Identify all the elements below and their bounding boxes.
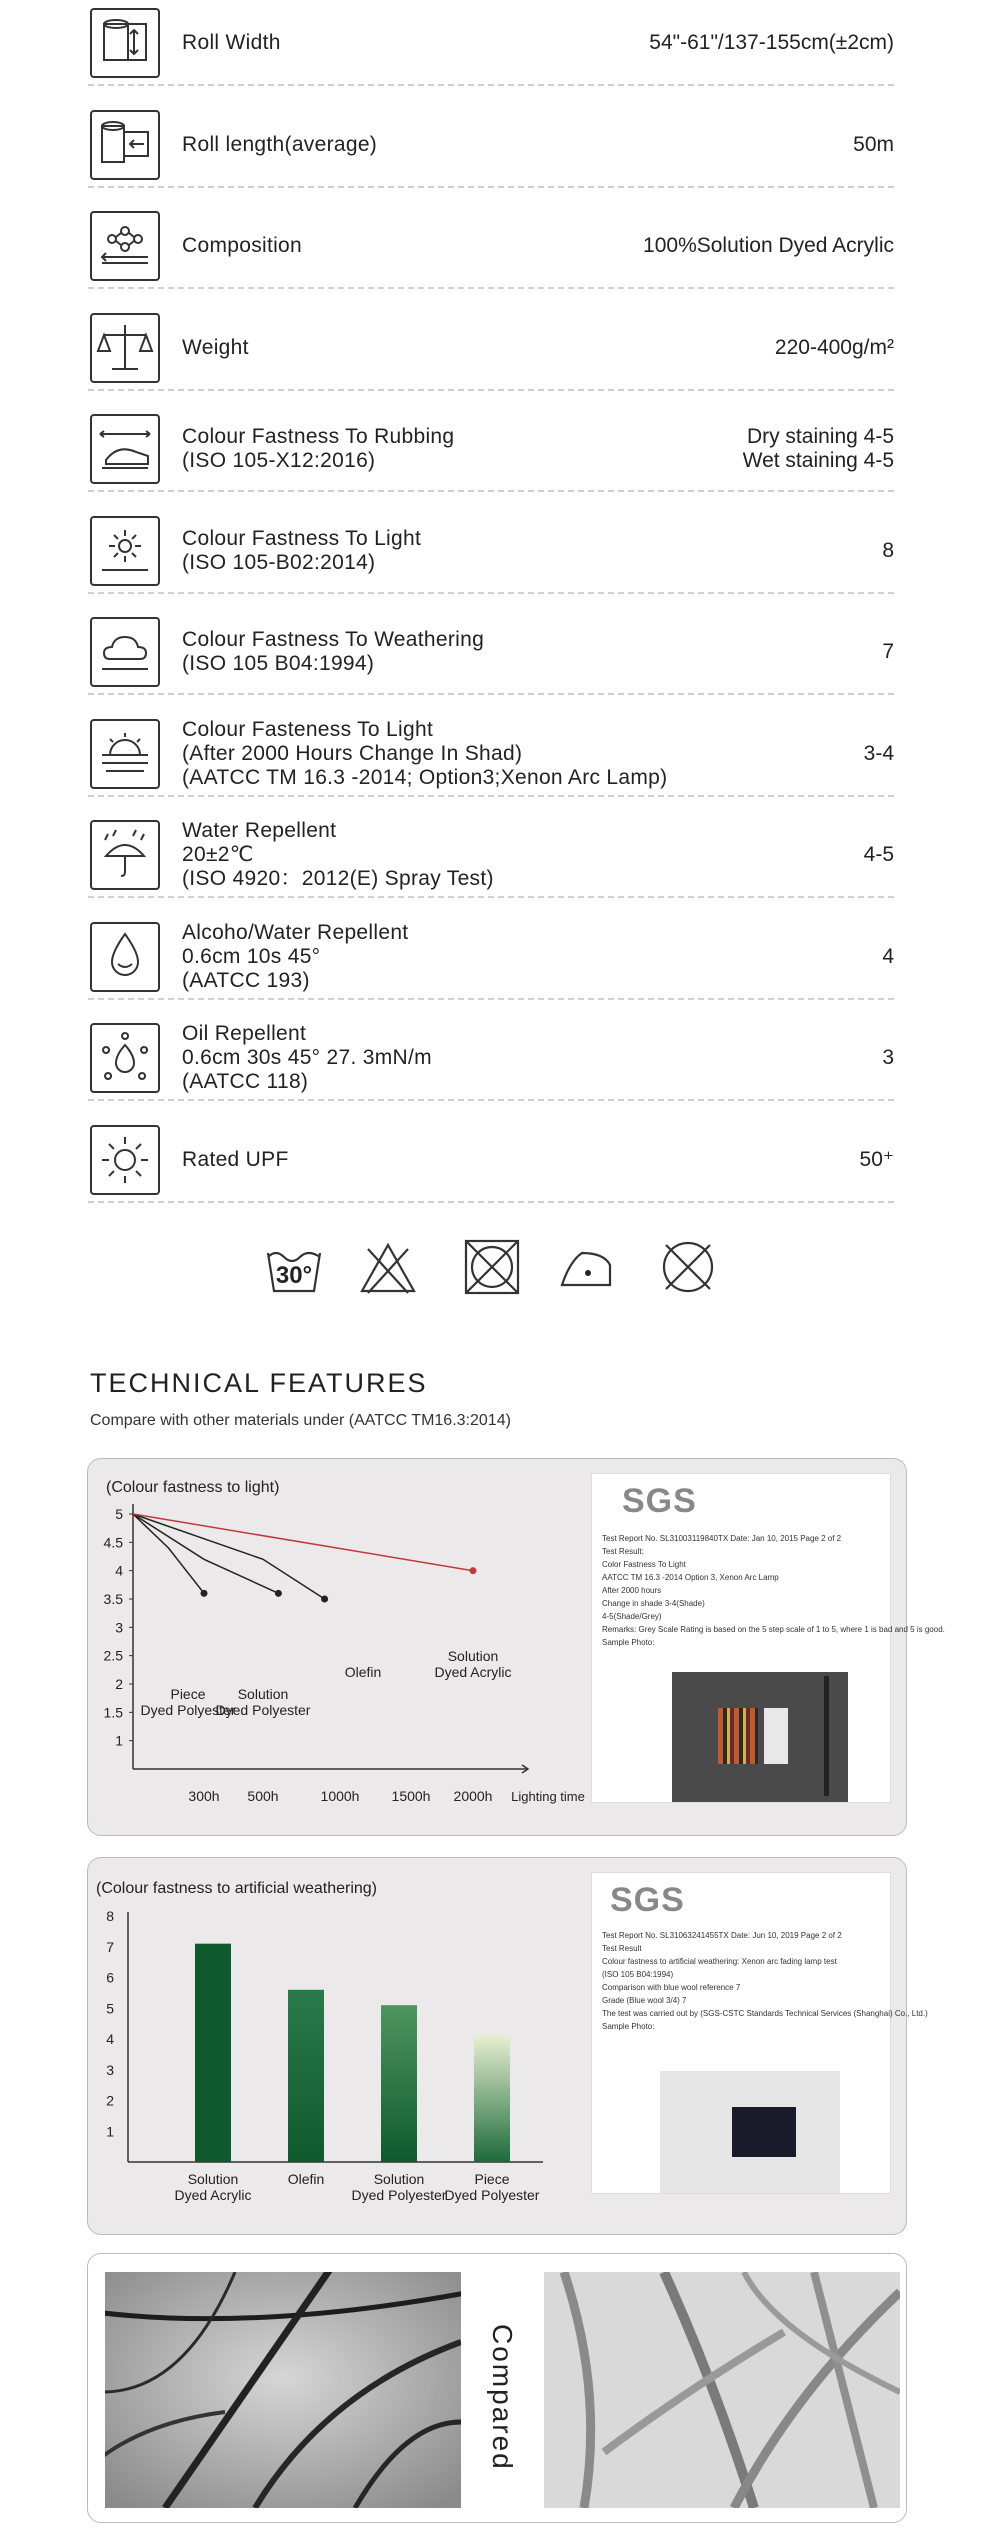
- spec-value: [882, 508, 894, 594]
- y-tick-label: 4: [106, 2031, 114, 2047]
- category-label: Olefin: [287, 2171, 325, 2187]
- fiber-microscope-image-left: [105, 2272, 461, 2508]
- report-line: Test Report No. SL31063241455TX Date: Jun 10, 2019 Page 2 of 2: [602, 1931, 842, 1940]
- spec-value-line: Dry staining 4-5: [746, 425, 894, 448]
- report-line: Comparison with blue wool reference 7: [602, 1983, 741, 1992]
- svg-text:30°: 30°: [275, 1262, 313, 1289]
- series-label: Dyed Acrylic: [434, 1664, 512, 1680]
- series-label: Dyed Polyester: [215, 1702, 311, 1718]
- spec-label-line: Colour Fastness To Light: [182, 526, 422, 550]
- spec-label-line: Alcoho/Water Repellent: [182, 920, 409, 944]
- y-tick-label: 2: [106, 2092, 114, 2109]
- spec-label-line: Colour Fastness To Weathering: [182, 628, 485, 651]
- report-line: AATCC TM 16.3 -2014 Option 3, Xenon Arc Lamp: [602, 1573, 779, 1582]
- compared-label: Compared: [487, 2324, 518, 2471]
- dashed-divider: [88, 795, 894, 797]
- spec-value: [864, 711, 894, 797]
- x-tick-label: 2000h: [453, 1788, 493, 1804]
- spec-label: [182, 914, 408, 1000]
- report-line: (ISO 105 B04:1994): [602, 1970, 674, 1979]
- spec-label-line: (ISO 105-X12:2016): [182, 449, 376, 472]
- spec-value: [743, 406, 894, 492]
- sgs-report-1: [591, 1473, 945, 1803]
- spec-label-line: (After 2000 Hours Change In Shad): [182, 741, 523, 765]
- report-line: After 2000 hours: [602, 1586, 662, 1595]
- spec-row: [88, 1117, 894, 1203]
- category-label: Dyed Acrylic: [174, 2187, 252, 2203]
- sgs-report-2: [591, 1872, 928, 2194]
- umbrella-rain-icon: [90, 820, 160, 890]
- series-endpoint: [275, 1590, 282, 1597]
- fiber-microscope-image-right: [544, 2272, 900, 2508]
- bar-chart-title: (Colour fastness to artificial weathering): [96, 1880, 378, 1897]
- spec-value: [882, 609, 894, 695]
- series-label: Solution: [447, 1648, 499, 1664]
- spec-row: [88, 305, 894, 391]
- spec-label-line: Roll length(average): [182, 132, 378, 156]
- do-not-dry-clean-icon: [656, 1235, 720, 1299]
- spec-value-line: 4-5: [863, 843, 894, 866]
- do-not-bleach-icon: [356, 1235, 420, 1299]
- bar: [381, 2005, 417, 2162]
- report-line: Change in shade 3-4(Shade): [602, 1599, 705, 1608]
- category-label: Piece: [474, 2171, 510, 2187]
- section-subtitle: Compare with other materials under (AATCC TM16.3:2014): [90, 1412, 511, 1429]
- spec-label: [182, 508, 421, 594]
- y-tick-label: 8: [106, 1908, 114, 1924]
- do-not-tumble-dry-icon: [460, 1235, 524, 1299]
- roll-width-icon: [90, 8, 160, 78]
- y-tick-label: 3.5: [103, 1591, 123, 1607]
- spec-label-line: (AATCC 118): [182, 1070, 309, 1093]
- dashed-divider: [88, 84, 894, 86]
- report-line: 4-5(Shade/Grey): [602, 1612, 662, 1621]
- spec-label: [182, 0, 281, 86]
- light-icon: [90, 516, 160, 586]
- spec-label-line: Colour Fasteness To Light: [182, 717, 434, 741]
- spec-value-line: 8: [882, 538, 894, 562]
- spec-label: [182, 711, 667, 797]
- category-label: Dyed Polyester: [351, 2187, 447, 2203]
- spec-value-line: 54"-61"/137-155cm(±2cm): [649, 31, 894, 54]
- bar: [474, 2036, 510, 2162]
- spec-value-line: 3-4: [863, 741, 894, 765]
- line-chart-title: (Colour fastness to light): [106, 1479, 280, 1496]
- series-endpoint: [321, 1596, 328, 1603]
- spec-label-line: Rated UPF: [182, 1147, 289, 1171]
- spec-label-line: 0.6cm 10s 45°: [182, 944, 321, 968]
- spec-row: [88, 914, 894, 1000]
- weight-scale-icon: [90, 313, 160, 383]
- report-line: The test was carried out by (SGS-CSTC Standards Technical Services (Shanghai) Co., Ltd.): [602, 2009, 928, 2018]
- series-line: [133, 1514, 473, 1571]
- sgs-logo: SGS: [622, 1482, 697, 1520]
- spec-value: [853, 102, 894, 188]
- x-axis-label: Lighting time: [511, 1789, 585, 1804]
- spec-label-line: Oil Repellent: [182, 1022, 307, 1045]
- spec-label-line: (ISO 4920：2012(E) Spray Test): [182, 867, 494, 890]
- spec-label-line: Roll Width: [182, 31, 281, 54]
- spec-label-line: Weight: [182, 335, 249, 359]
- series-line: [133, 1514, 325, 1599]
- spec-label-line: (AATCC 193): [182, 968, 310, 992]
- x-tick-label: 500h: [247, 1788, 279, 1804]
- category-label: Solution: [187, 2171, 239, 2187]
- spec-value-line: 220-400g/m²: [774, 335, 894, 359]
- composition-icon: [90, 211, 160, 281]
- dashed-divider: [88, 896, 894, 898]
- spec-label-line: (AATCC TM 16.3 -2014; Option3;Xenon Arc Lamp): [182, 765, 668, 789]
- y-tick-label: 3: [115, 1619, 123, 1636]
- wash-30-icon: [262, 1235, 326, 1299]
- spec-value: [649, 0, 894, 86]
- spec-label-line: Colour Fastness To Rubbing: [182, 425, 455, 448]
- spec-label-line: 20±2℃: [182, 843, 254, 866]
- spec-row: [88, 812, 894, 898]
- weathering-cloud-icon: [90, 617, 160, 687]
- spec-value-line: 50m: [853, 132, 894, 156]
- report-line: Sample Photo:: [602, 2022, 655, 2031]
- report-line: Color Fastness To Light: [602, 1560, 686, 1569]
- spec-value: [643, 203, 894, 289]
- report-line: Remarks: Grey Scale Rating is based on the 5 step scale of 1 to 5, where 1 is bad and 5 is good.: [602, 1625, 945, 1634]
- iron-low-icon: [552, 1235, 616, 1299]
- dashed-divider: [88, 592, 894, 594]
- spec-row: [88, 508, 894, 594]
- x-tick-label: 1000h: [320, 1788, 360, 1804]
- y-tick-label: 1: [106, 2123, 114, 2140]
- sample-photo: [660, 2071, 840, 2193]
- bar: [288, 1990, 324, 2162]
- roll-length-icon: [90, 110, 160, 180]
- series-label: Dyed Polyester: [140, 1702, 236, 1718]
- spec-value-line: 100%Solution Dyed Acrylic: [643, 234, 894, 257]
- spec-value: [775, 305, 894, 391]
- spec-value: [864, 812, 894, 898]
- report-line: Test Result:: [602, 1547, 644, 1556]
- section-title: TECHNICAL FEATURES: [90, 1368, 428, 1398]
- spec-value: [882, 914, 894, 1000]
- spec-label: [182, 1117, 289, 1203]
- series-label: Piece: [170, 1686, 206, 1702]
- dashed-divider: [88, 186, 894, 188]
- rubbing-icon: [90, 414, 160, 484]
- weathering-panel: [87, 1857, 928, 2235]
- spec-row: [88, 711, 894, 797]
- dashed-divider: [88, 998, 894, 1000]
- sample-photo: [672, 1672, 848, 1802]
- weathering-bar-chart: [88, 1906, 588, 2228]
- y-tick-label: 4.5: [103, 1534, 123, 1551]
- report-line: Sample Photo:: [602, 1638, 655, 1647]
- spec-value: [860, 1117, 894, 1203]
- dashed-divider: [88, 1201, 894, 1203]
- spec-value-line: Wet staining 4-5: [742, 449, 894, 472]
- dashed-divider: [88, 389, 894, 391]
- light-fastness-panel: [87, 1458, 945, 1836]
- sun-upf-icon: [90, 1125, 160, 1195]
- spec-row: [88, 406, 894, 492]
- series-label: Solution: [237, 1686, 289, 1702]
- y-tick-label: 1.5: [103, 1704, 123, 1721]
- dashed-divider: [88, 693, 894, 695]
- report-line: Test Result: [602, 1944, 642, 1953]
- series-endpoint: [470, 1567, 477, 1574]
- spec-label-line: 0.6cm 30s 45° 27. 3mN/m: [182, 1046, 432, 1069]
- x-tick-label: 1500h: [391, 1788, 431, 1804]
- y-tick-label: 5: [106, 2000, 114, 2017]
- spec-label: [182, 1015, 432, 1101]
- sunset-icon: [90, 719, 160, 789]
- report-line: Grade (Blue wool 3/4) 7: [602, 1996, 687, 2005]
- sgs-logo: SGS: [610, 1881, 685, 1919]
- x-tick-label: 300h: [188, 1788, 220, 1804]
- oil-drop-icon: [90, 1023, 160, 1093]
- spec-value-line: 7: [882, 640, 894, 663]
- series-label: Olefin: [344, 1664, 382, 1680]
- spec-label-line: Composition: [182, 234, 303, 257]
- spec-row: [88, 0, 894, 86]
- dashed-divider: [88, 287, 894, 289]
- spec-label-line: (ISO 105 B04:1994): [182, 652, 375, 675]
- spec-label-line: (ISO 105-B02:2014): [182, 550, 376, 574]
- y-tick-label: 5: [115, 1506, 123, 1522]
- y-tick-label: 2.5: [103, 1647, 123, 1664]
- spec-label: [182, 812, 494, 898]
- category-label: Dyed Polyester: [444, 2187, 540, 2203]
- y-tick-label: 7: [106, 1938, 114, 1955]
- spec-row: [88, 203, 894, 289]
- spec-label: [182, 609, 484, 695]
- report-line: Colour fastness to artificial weathering: Xenon arc fading lamp test: [602, 1957, 837, 1966]
- category-label: Solution: [373, 2171, 425, 2187]
- spec-label-line: Water Repellent: [182, 819, 337, 842]
- spec-label: [182, 406, 454, 492]
- y-tick-label: 3: [106, 2061, 114, 2078]
- spec-value-line: 3: [882, 1046, 894, 1069]
- spec-label: [182, 102, 377, 188]
- spec-row: [88, 609, 894, 695]
- spec-value-line: 4: [882, 944, 894, 968]
- spec-value-line: 50⁺: [859, 1147, 894, 1171]
- bar: [195, 1944, 231, 2162]
- light-fastness-line-chart: [88, 1499, 588, 1829]
- report-line: Test Report No. SL31003119840TX Date: Jan 10, 2015 Page 2 of 2: [602, 1534, 842, 1543]
- spec-row: [88, 102, 894, 188]
- droplet-icon: [90, 922, 160, 992]
- dashed-divider: [88, 490, 894, 492]
- fiber-compare-panel: [87, 2253, 907, 2523]
- series-endpoint: [201, 1590, 208, 1597]
- y-tick-label: 1: [115, 1732, 123, 1749]
- spec-label: [182, 203, 302, 289]
- y-tick-label: 2: [115, 1676, 123, 1692]
- y-tick-label: 6: [106, 1969, 114, 1986]
- spec-value: [882, 1015, 894, 1101]
- y-tick-label: 4: [115, 1562, 123, 1579]
- spec-label: [182, 305, 249, 391]
- spec-row: [88, 1015, 894, 1101]
- dashed-divider: [88, 1099, 894, 1101]
